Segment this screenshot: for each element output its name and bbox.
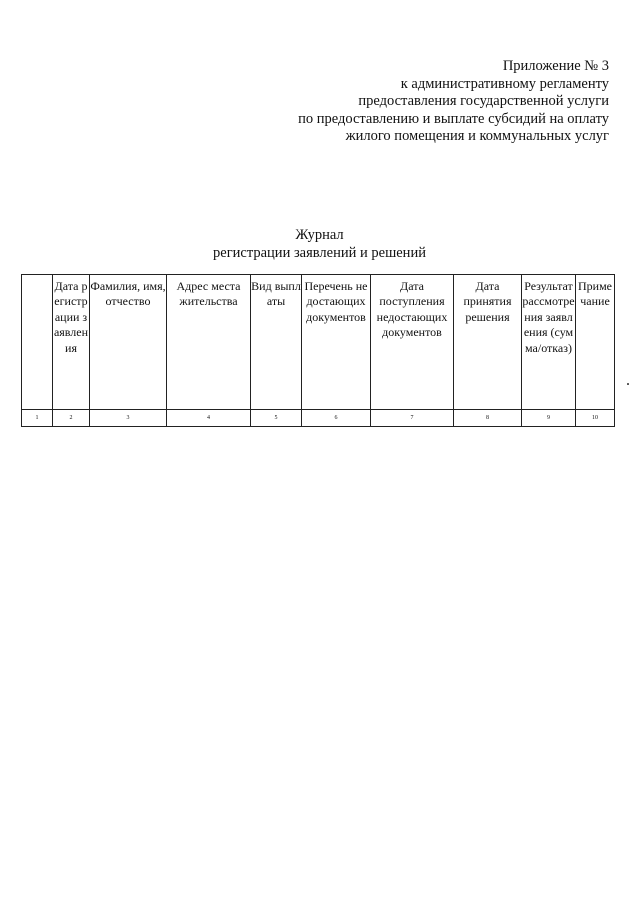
journal-table: [21, 274, 615, 427]
col-header-address: Адрес места жительства: [167, 275, 251, 410]
col-header-payment-type: Вид выплаты: [251, 275, 302, 410]
col-header-registration-date: Дата регистрации заявления: [53, 275, 90, 410]
appendix-line-5: жилого помещения и коммунальных услуг: [345, 128, 609, 145]
col-number: 1: [22, 410, 53, 427]
col-header-result: Результат рассмотрения заявления (сумма/отказ): [522, 275, 576, 410]
appendix-number: Приложение № 3: [502, 58, 609, 74]
col-header-full-name: Фамилия, имя, отчество: [90, 275, 167, 410]
table-header-row: [22, 275, 615, 410]
appendix-header: [298, 58, 609, 146]
scan-artifact: [627, 383, 629, 385]
col-number: 4: [167, 410, 251, 427]
table-number-row: [22, 410, 615, 427]
col-header-missing-docs-date: Дата поступления недостающих документов: [371, 275, 454, 410]
col-number: 5: [251, 410, 302, 427]
col-number: 2: [53, 410, 90, 427]
col-number: 7: [371, 410, 454, 427]
appendix-line-2: к административному регламенту: [400, 75, 609, 92]
journal-title-line-1: Журнал: [295, 227, 344, 243]
journal-title-line-2: регистрации заявлений и решений: [213, 245, 426, 261]
col-header-decision-date: Дата принятия решения: [454, 275, 522, 410]
col-number: 6: [302, 410, 371, 427]
appendix-line-3: предоставления государственной услуги: [358, 93, 609, 110]
col-number: 10: [576, 410, 615, 427]
appendix-line-4: по предоставлению и выплате субсидий на оплату: [298, 110, 609, 127]
col-number: 9: [522, 410, 576, 427]
col-header-missing-documents: Перечень недостающих документов: [302, 275, 371, 410]
col-number: 3: [90, 410, 167, 427]
col-header-note: Примечание: [576, 275, 615, 410]
col-header-1: [22, 275, 53, 410]
col-number: 8: [454, 410, 522, 427]
journal-title: [0, 226, 639, 262]
